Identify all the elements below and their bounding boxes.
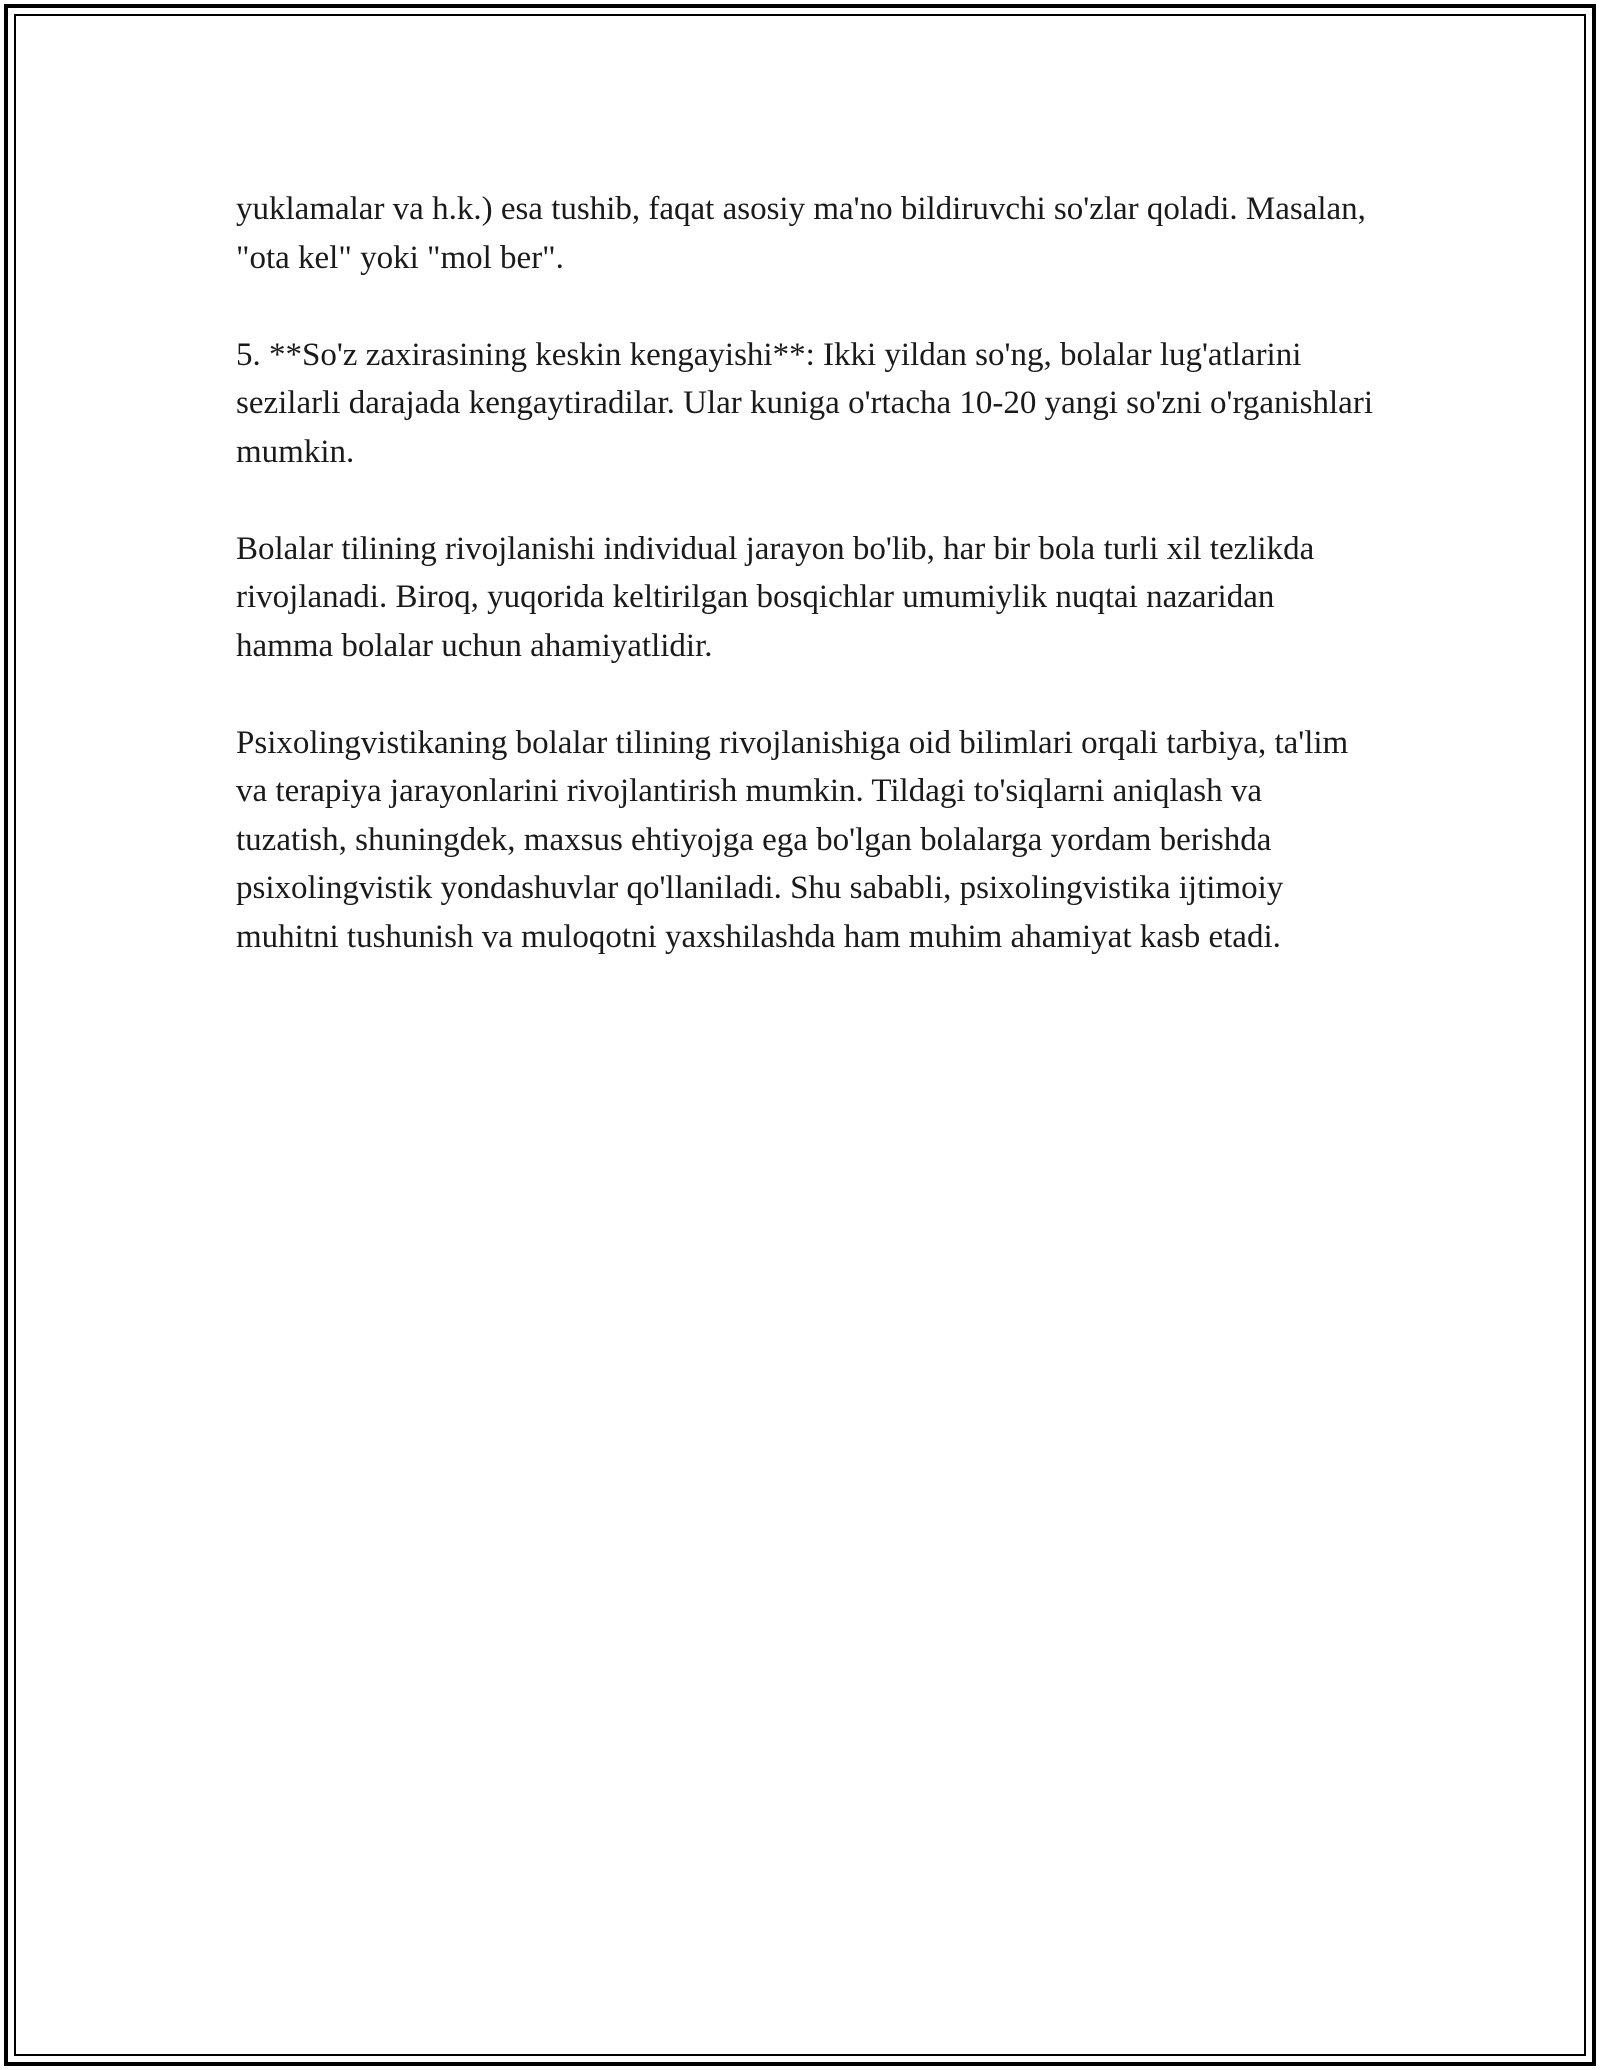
document-body (236, 185, 1376, 961)
paragraph-individual-development: Bolalar tilining rivojlanishi individual jarayon bo'lib, har bir bola turli xil tezlikda rivojlanadi. Biroq, yuqorida keltirilgan bosqichlar umumiylik nuqtai nazaridan hamma bolalar uchun ahamiyatlidir. (236, 530, 1315, 664)
paragraph-psycholinguistics-application: Psixolingvistikaning bolalar tilining rivojlanishiga oid bilimlari orqali tarbiya, ta'lim va terapiya jarayonlarini rivojlantirish mumkin. Tildagi to'siqlarni aniqlash va tuzatish, shuningdek, maxsus ehtiyojga ega bo'lgan bolalarga yordam berishda psixolingvistik yondashuvlar qo'llaniladi. Shu sababli, psixolingvistika ijtimoiy muhitni tushunish va muloqotni yaxshilashda ham muhim ahamiyat kasb etadi. (236, 724, 1349, 955)
paragraph-vocabulary-expansion: 5. **So'z zaxirasining keskin kengayishi**: Ikki yildan so'ng, bolalar lug'atlarini sezilarli darajada kengaytiradilar. Ular kuniga o'rtacha 10-20 yangi so'zni o'rganishlari mumkin. (236, 336, 1373, 470)
paragraph-continuation: yuklamalar va h.k.) esa tushib, faqat asosiy ma'no bildiruvchi so'zlar qoladi. Masalan, "ota kel" yoki "mol ber". (236, 191, 1366, 276)
